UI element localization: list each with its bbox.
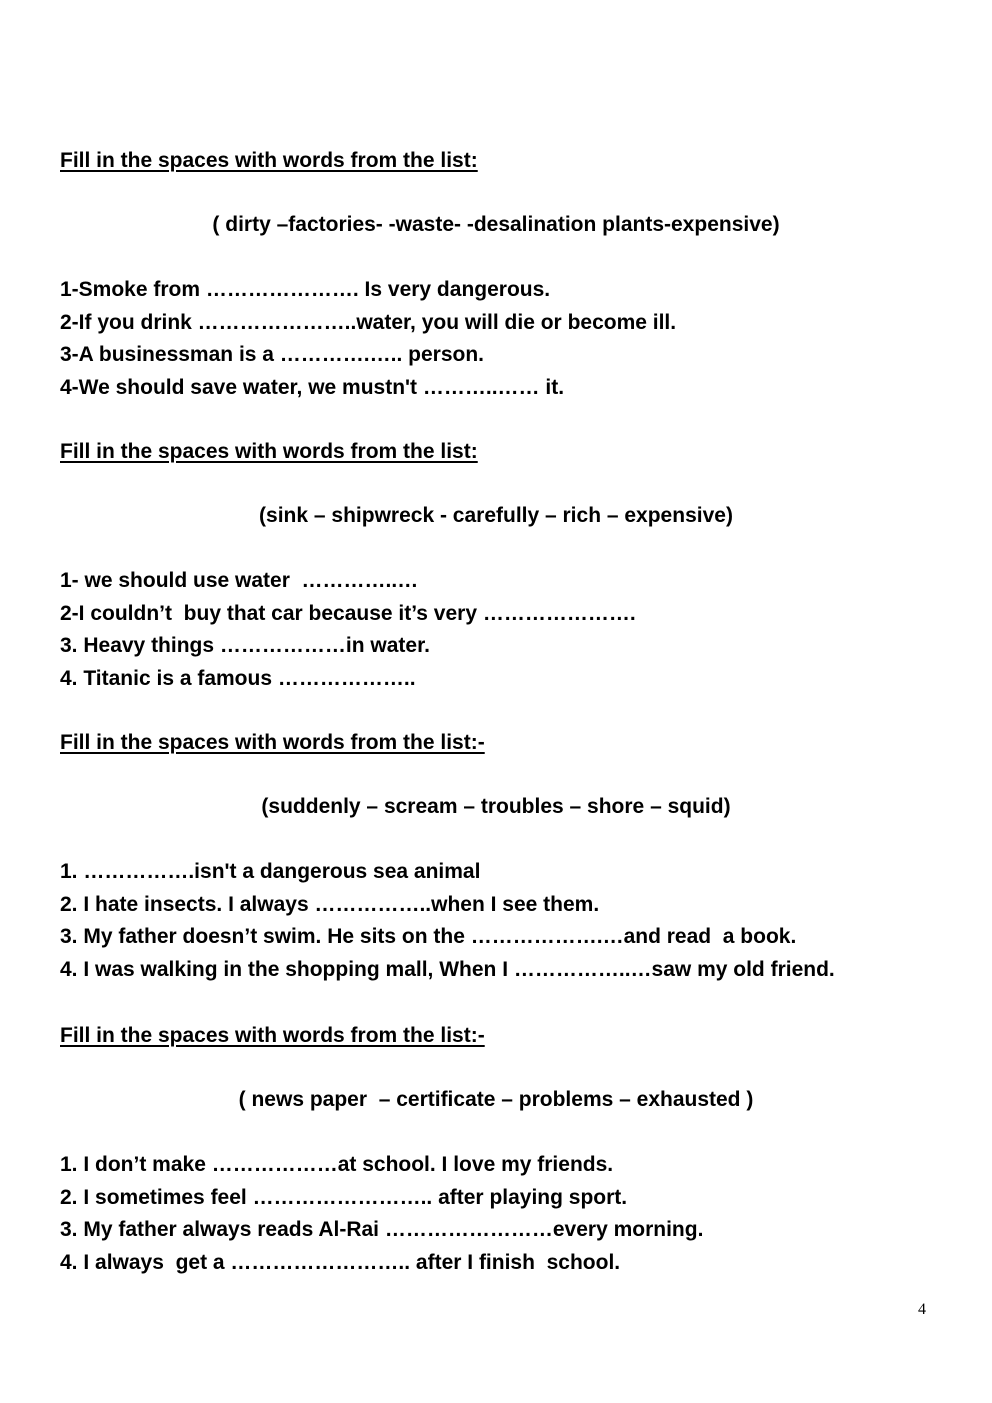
word-list: ( news paper – certificate – problems – exhausted ): [238, 1088, 754, 1111]
exercise-heading: Fill in the spaces with words from the list:-: [60, 731, 485, 754]
question-item: 1-Smoke from …………………. Is very dangerous.: [60, 278, 551, 301]
question-list: [60, 856, 940, 986]
question-item: 3. My father doesn’t swim. He sits on the ……………….…and read a book.: [60, 925, 797, 948]
exercise-heading: Fill in the spaces with words from the list:: [60, 149, 478, 172]
question-item: 4. I always get a …………………….. after I finish school.: [60, 1250, 621, 1274]
question-item: 3. My father always reads Al-Rai ……………………every morning.: [60, 1218, 704, 1241]
question-item: 2. I sometimes feel …………………….. after playing sport.: [60, 1185, 628, 1209]
question-list: [60, 1149, 940, 1279]
question-item: 4. Titanic is a famous ………………..: [60, 666, 416, 690]
question-item: 1. I don’t make ………………at school. I love my friends.: [60, 1153, 614, 1176]
question-item: 1. …………….isn't a dangerous sea animal: [60, 860, 481, 883]
question-item: 2-If you drink …………………..water, you will die or become ill.: [60, 310, 677, 334]
word-list: (suddenly – scream – troubles – shore – squid): [261, 795, 731, 818]
word-list: (sink – shipwreck - carefully – rich – expensive): [259, 504, 733, 527]
page-number: 4: [918, 1301, 926, 1318]
question-item: 4. I was walking in the shopping mall, When I ……………..…saw my old friend.: [60, 957, 835, 981]
question-item: 1- we should use water …………..…: [60, 569, 419, 592]
exercise-2: [60, 436, 940, 695]
exercise-heading: Fill in the spaces with words from the list:-: [60, 1024, 485, 1047]
exercise-4: [60, 1020, 940, 1279]
question-item: 2. I hate insects. I always ……………..when I see them.: [60, 892, 600, 916]
exercise-3: [60, 727, 940, 986]
question-item: 2-I couldn’t buy that car because it’s very ………………….: [60, 601, 636, 625]
question-item: 4-We should save water, we mustn't ………..…… it.: [60, 375, 565, 399]
question-list: [60, 274, 940, 404]
word-list: ( dirty –factories- -waste- -desalination plants-expensive): [212, 213, 780, 236]
question-item: 3. Heavy things ………………in water.: [60, 634, 430, 657]
question-item: 3-A businessman is a ………….….. person.: [60, 343, 484, 366]
exercise-heading: Fill in the spaces with words from the list:: [60, 440, 478, 463]
exercise-1: [60, 145, 940, 404]
question-list: [60, 565, 940, 695]
